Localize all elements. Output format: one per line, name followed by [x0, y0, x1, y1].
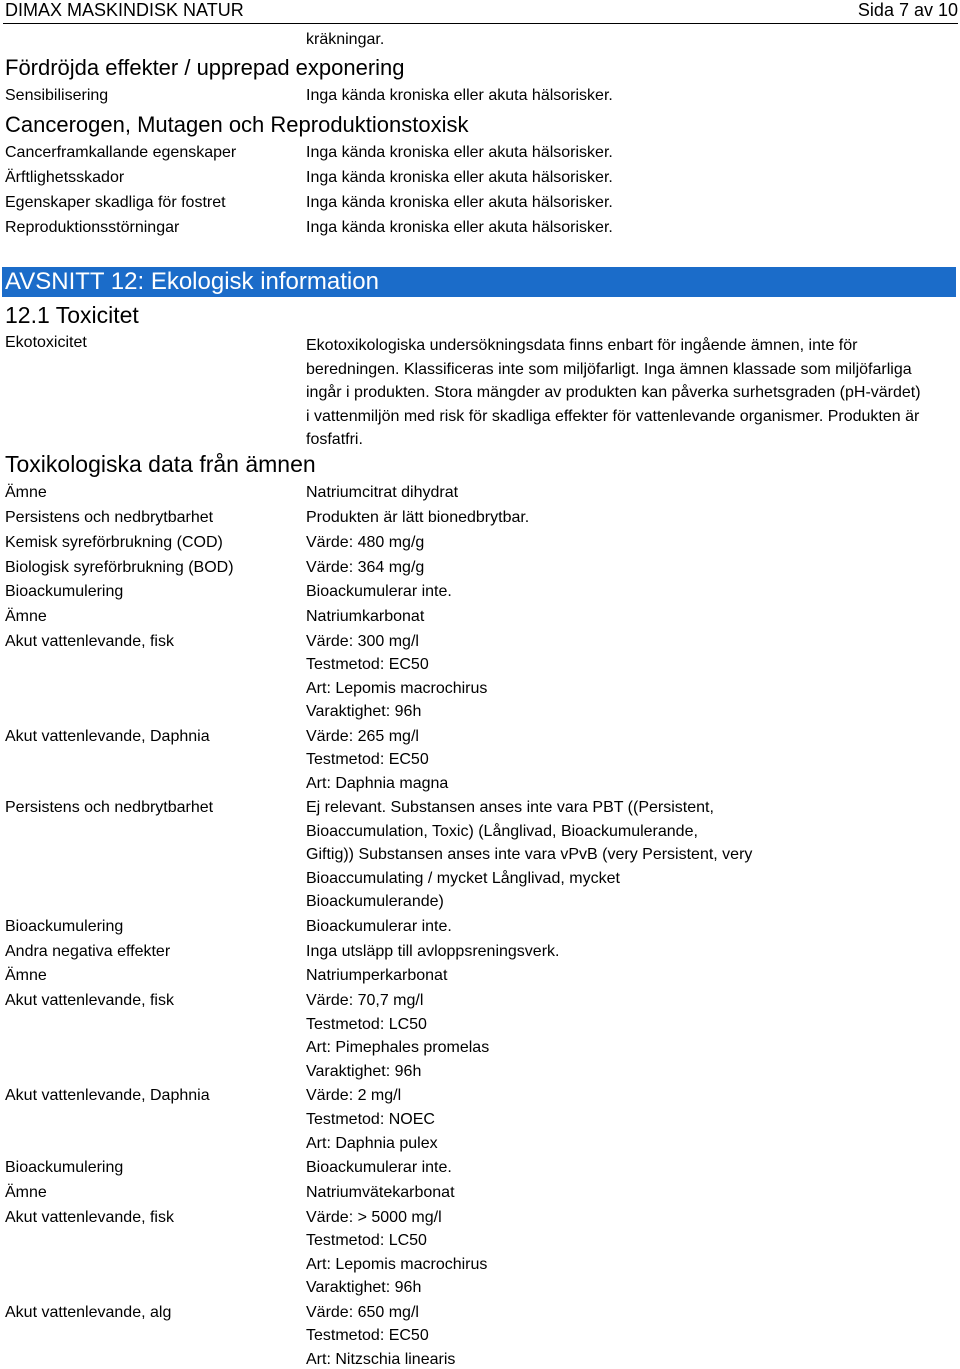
row-value: Natriumkarbonat — [306, 608, 425, 625]
cmr-label: Cancerframkallande egenskaper — [5, 144, 237, 161]
row-value: Bioackumulerar inte. — [306, 918, 452, 935]
row-label: Bioackumulering — [5, 1159, 124, 1176]
row-label: Persistens och nedbrytbarhet — [5, 799, 214, 816]
row-value: Giftig)) Substansen anses inte vara vPvB (very Persistent, very — [306, 846, 753, 863]
cmr-label: Ärftlighetsskador — [5, 169, 125, 186]
row-value: Testmetod: LC50 — [306, 1232, 427, 1249]
section-title: AVSNITT 12: Ekologisk information — [5, 268, 379, 295]
row-value: Produkten är lätt bionedbrytbar. — [306, 509, 530, 526]
row-value: Art: Daphnia pulex — [306, 1135, 438, 1152]
cmr-label: Egenskaper skadliga för fostret — [5, 194, 226, 211]
cmr-heading: Cancerogen, Mutagen och Reproduktionstoxisk — [5, 112, 469, 137]
row-value: Bioaccumulating / mycket Långlivad, mycket — [306, 870, 620, 887]
row-value: Testmetod: EC50 — [306, 751, 429, 768]
row-label: Ämne — [5, 608, 47, 625]
row-value: Art: Nitzschia linearis — [306, 1351, 456, 1368]
row-value: Ej relevant. Substansen anses inte vara PBT ((Persistent, — [306, 799, 714, 816]
page-number: Sida 7 av 10 — [857, 0, 958, 20]
row-label: Bioackumulering — [5, 583, 124, 600]
tox-data-heading: Toxikologiska data från ämnen — [5, 451, 316, 477]
cmr-value: Inga kända kroniska eller akuta hälsorisker. — [306, 194, 613, 211]
row-value: Värde: 300 mg/l — [306, 633, 419, 650]
row-value: Värde: 480 mg/g — [306, 534, 425, 551]
ecotoxicity-label: Ekotoxicitet — [5, 334, 87, 351]
row-label: Ämne — [5, 484, 47, 501]
row-value: Testmetod: NOEC — [306, 1111, 435, 1128]
section-banner — [2, 267, 956, 297]
toxicity-subheading: 12.1 Toxicitet — [5, 302, 139, 328]
sensitization-value: Inga kända kroniska eller akuta hälsorisker. — [306, 87, 613, 104]
cmr-value: Inga kända kroniska eller akuta hälsorisker. — [306, 144, 613, 161]
row-value: Värde: 364 mg/g — [306, 559, 425, 576]
delayed-effects-heading: Fördröjda effekter / upprepad exponering — [5, 55, 405, 80]
row-label: Akut vattenlevande, fisk — [5, 992, 174, 1009]
row-label: Akut vattenlevande, fisk — [5, 633, 174, 650]
cmr-label: Reproduktionsstörningar — [5, 219, 180, 236]
row-value: Art: Pimephales promelas — [306, 1039, 490, 1056]
row-value: Värde: 2 mg/l — [306, 1087, 402, 1104]
row-value: Natriumvätekarbonat — [306, 1184, 455, 1201]
row-value: Värde: 265 mg/l — [306, 728, 419, 745]
row-value: Värde: 70,7 mg/l — [306, 992, 424, 1009]
row-value: Testmetod: EC50 — [306, 656, 429, 673]
row-value: Inga utsläpp till avloppsreningsverk. — [306, 943, 560, 960]
row-label: Biologisk syreförbrukning (BOD) — [5, 559, 234, 576]
sensitization-label: Sensibilisering — [5, 87, 109, 104]
row-value: Natriumcitrat dihydrat — [306, 484, 459, 501]
row-value: Värde: > 5000 mg/l — [306, 1209, 442, 1226]
row-value: Art: Lepomis macrochirus — [306, 680, 488, 697]
row-value: Bioackumulerande) — [306, 893, 444, 910]
row-value: Bioackumulerar inte. — [306, 1159, 452, 1176]
carryover-text: kräkningar. — [306, 31, 385, 48]
row-value: Testmetod: EC50 — [306, 1327, 429, 1344]
row-label: Akut vattenlevande, fisk — [5, 1209, 174, 1226]
row-label: Bioackumulering — [5, 918, 124, 935]
header-divider — [3, 23, 958, 24]
row-label: Kemisk syreförbrukning (COD) — [5, 534, 223, 551]
row-value: Natriumperkarbonat — [306, 967, 448, 984]
row-label: Akut vattenlevande, Daphnia — [5, 1087, 210, 1104]
row-label: Andra negativa effekter — [5, 943, 171, 960]
row-value: Värde: 650 mg/l — [306, 1304, 419, 1321]
row-label: Akut vattenlevande, Daphnia — [5, 728, 210, 745]
document-title: DIMAX MASKINDISK NATUR — [5, 0, 244, 20]
row-label: Persistens och nedbrytbarhet — [5, 509, 214, 526]
row-value: Art: Lepomis macrochirus — [306, 1256, 488, 1273]
row-value: Varaktighet: 96h — [306, 703, 422, 720]
row-label: Ämne — [5, 1184, 47, 1201]
row-value: Bioaccumulation, Toxic) (Långlivad, Bioackumulerande, — [306, 823, 698, 840]
row-value: Bioackumulerar inte. — [306, 583, 452, 600]
row-value: Art: Daphnia magna — [306, 775, 449, 792]
cmr-value: Inga kända kroniska eller akuta hälsorisker. — [306, 219, 613, 236]
row-value: Testmetod: LC50 — [306, 1016, 427, 1033]
row-value: Varaktighet: 96h — [306, 1279, 422, 1296]
ecotoxicity-text: Ekotoxikologiska undersökningsdata finns enbart för ingående ämnen, inte för beredningen. Klassificeras inte som miljöfarligt. Inga ämnen klassade som miljöfarliga ingår i produkten. Stora mängder av produkten kan påverka surhetsgraden (pH-värdet) i vattenmiljön med risk för skadliga effekter för vattenlevande organismer. Produkten är fosfatfri. — [306, 337, 921, 449]
row-label: Akut vattenlevande, alg — [5, 1304, 172, 1321]
cmr-value: Inga kända kroniska eller akuta hälsorisker. — [306, 169, 613, 186]
row-value: Varaktighet: 96h — [306, 1063, 422, 1080]
row-label: Ämne — [5, 967, 47, 984]
